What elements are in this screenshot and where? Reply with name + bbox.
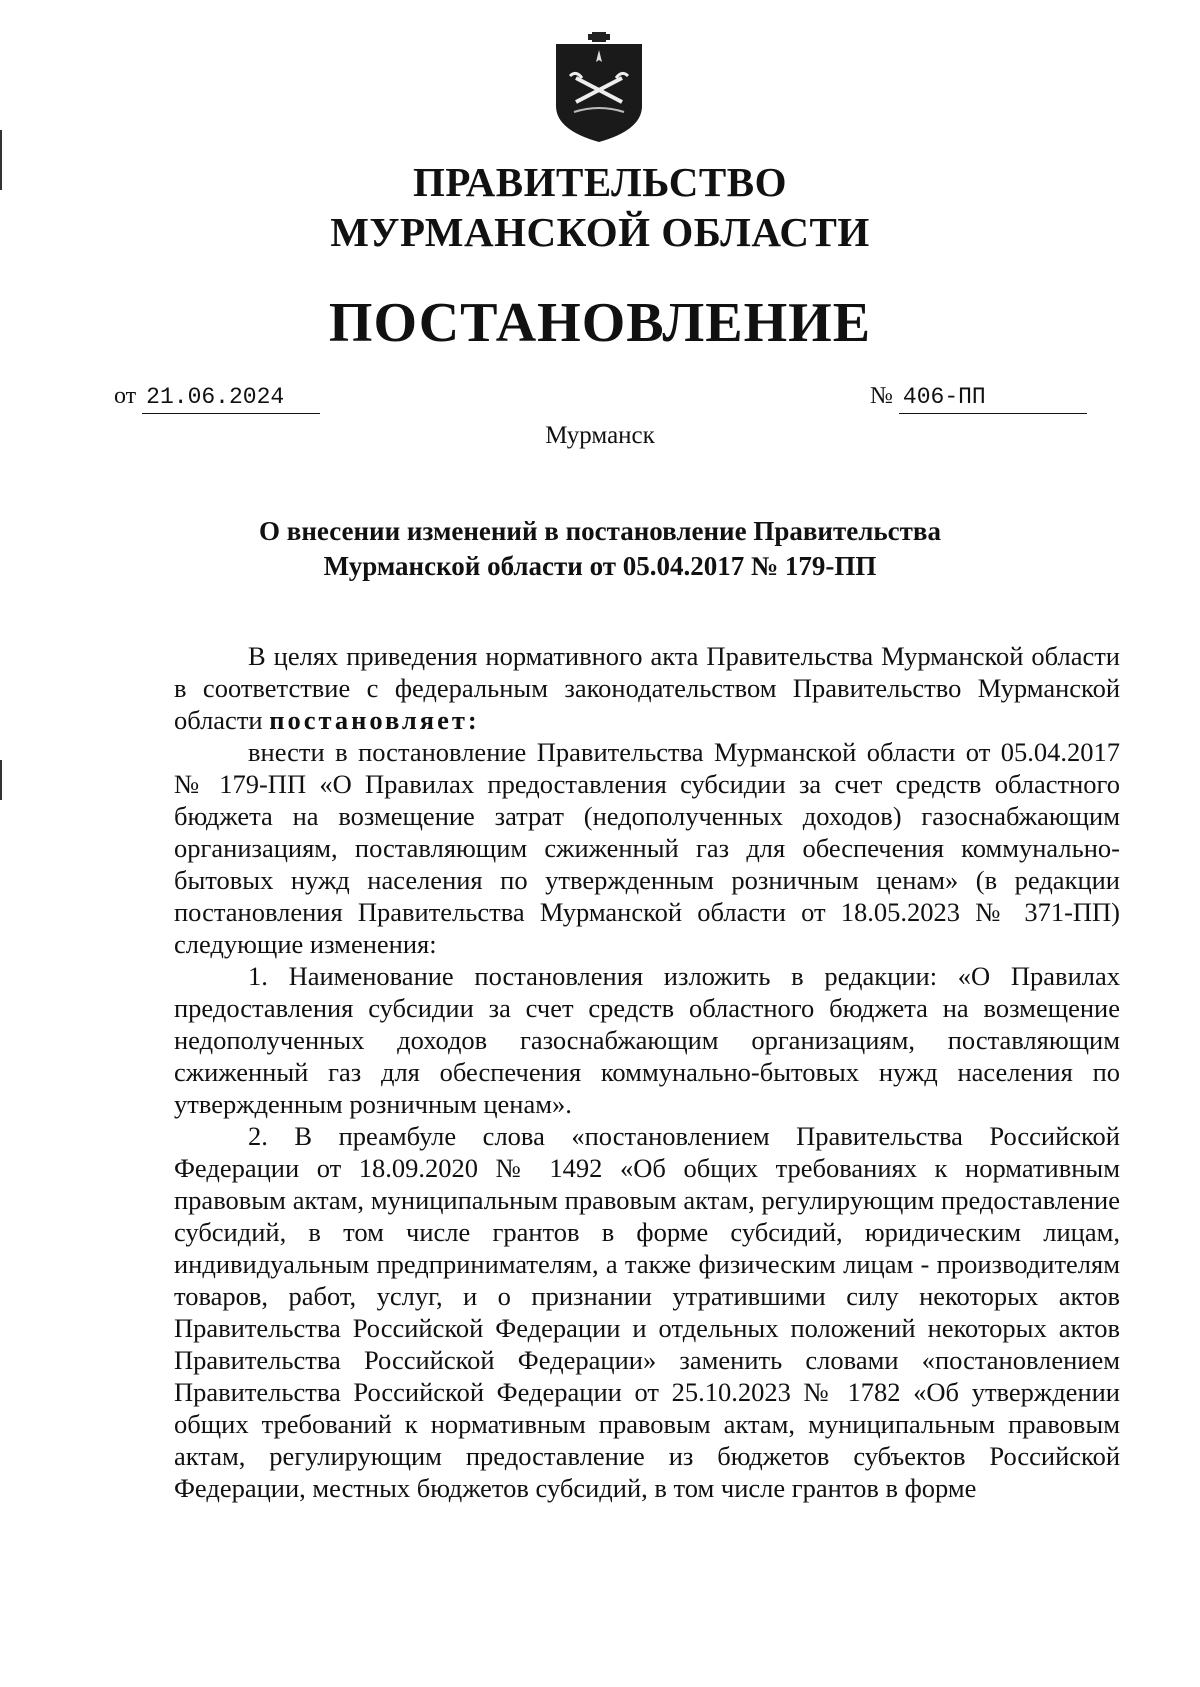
subject-line1: О внесении изменений в постановление Правительства <box>259 516 941 546</box>
organization-name-line2: МУРМАНСКОЙ ОБЛАСТИ <box>330 209 870 255</box>
organization-name-line1: ПРАВИТЕЛЬСТВО <box>412 159 788 205</box>
document-number: 406-ПП <box>899 381 1087 414</box>
document-date: 21.06.2024 <box>142 381 320 414</box>
document-subject <box>200 514 1000 584</box>
scan-edge-mark <box>0 760 2 800</box>
document-date-row <box>114 380 320 414</box>
document-city: Мурманск <box>545 422 655 449</box>
document-body <box>174 640 1120 1504</box>
document-number-row <box>870 380 1087 414</box>
body-paragraph-decision: внести в постановление Правительства Мурманской области от 05.04.2017 № 179-ПП «О Правилах предоставления субсидии за счет средств областного бюджета на возмещение затрат (недополученных доходов) газоснабжающим организациям, поставляющим сжиженный газ для обеспечения коммунально-бытовых нужд населения по утвержденным розничным ценам» (в редакции постановления Правительства Мурманской области от 18.05.2023 № 371-ПП) следующие изменения: <box>174 737 1120 959</box>
coat-of-arms-emblem <box>552 32 646 144</box>
document-type-title: ПОСТАНОВЛЕНИЕ <box>328 292 872 354</box>
date-prefix: от <box>114 383 137 409</box>
body-paragraph-item-1: 1. Наименование постановления изложить в редакции: «О Правилах предоставления субсидии за счет средств областного бюджета на возмещение недополученных доходов газоснабжающим организациям, поставляющим сжиженный газ для обеспечения коммунально-бытовых нужд населения по утвержденным розничным ценам». <box>174 961 1120 1119</box>
body-paragraph-preamble <box>174 640 1120 736</box>
subject-line2: Мурманской области от 05.04.2017 № 179-ПП <box>323 551 877 581</box>
preamble-text: В целях приведения нормативного акта Правительства Мурманской области в соответствие с федеральным законодательством Правительство Мурманской области <box>174 641 1120 735</box>
resolution-keyword: постановляет: <box>269 705 480 735</box>
number-prefix: № <box>870 383 893 409</box>
body-paragraph-item-2: 2. В преамбуле слова «постановлением Правительства Российской Федерации от 18.09.2020 № 1492 «Об общих требованиях к нормативным правовым актам, муниципальным правовым актам, регулирующим предоставление субсидий, в том числе грантов в форме субсидий, юридическим лицам, индивидуальным предпринимателям, а также физическим лицам - производителям товаров, работ, услуг, и о признании утратившими силу некоторых актов Правительства Российской Федерации и отдельных положений некоторых актов Правительства Российской Федерации» заменить словами «постановлением Правительства Российской Федерации от 25.10.2023 № 1782 «Об утверждении общих требований к нормативным правовым актам, муниципальным правовым актам, регулирующим предоставление из бюджетов субъектов Российской Федерации, местных бюджетов субсидий, в том числе грантов в форме <box>174 1121 1120 1503</box>
